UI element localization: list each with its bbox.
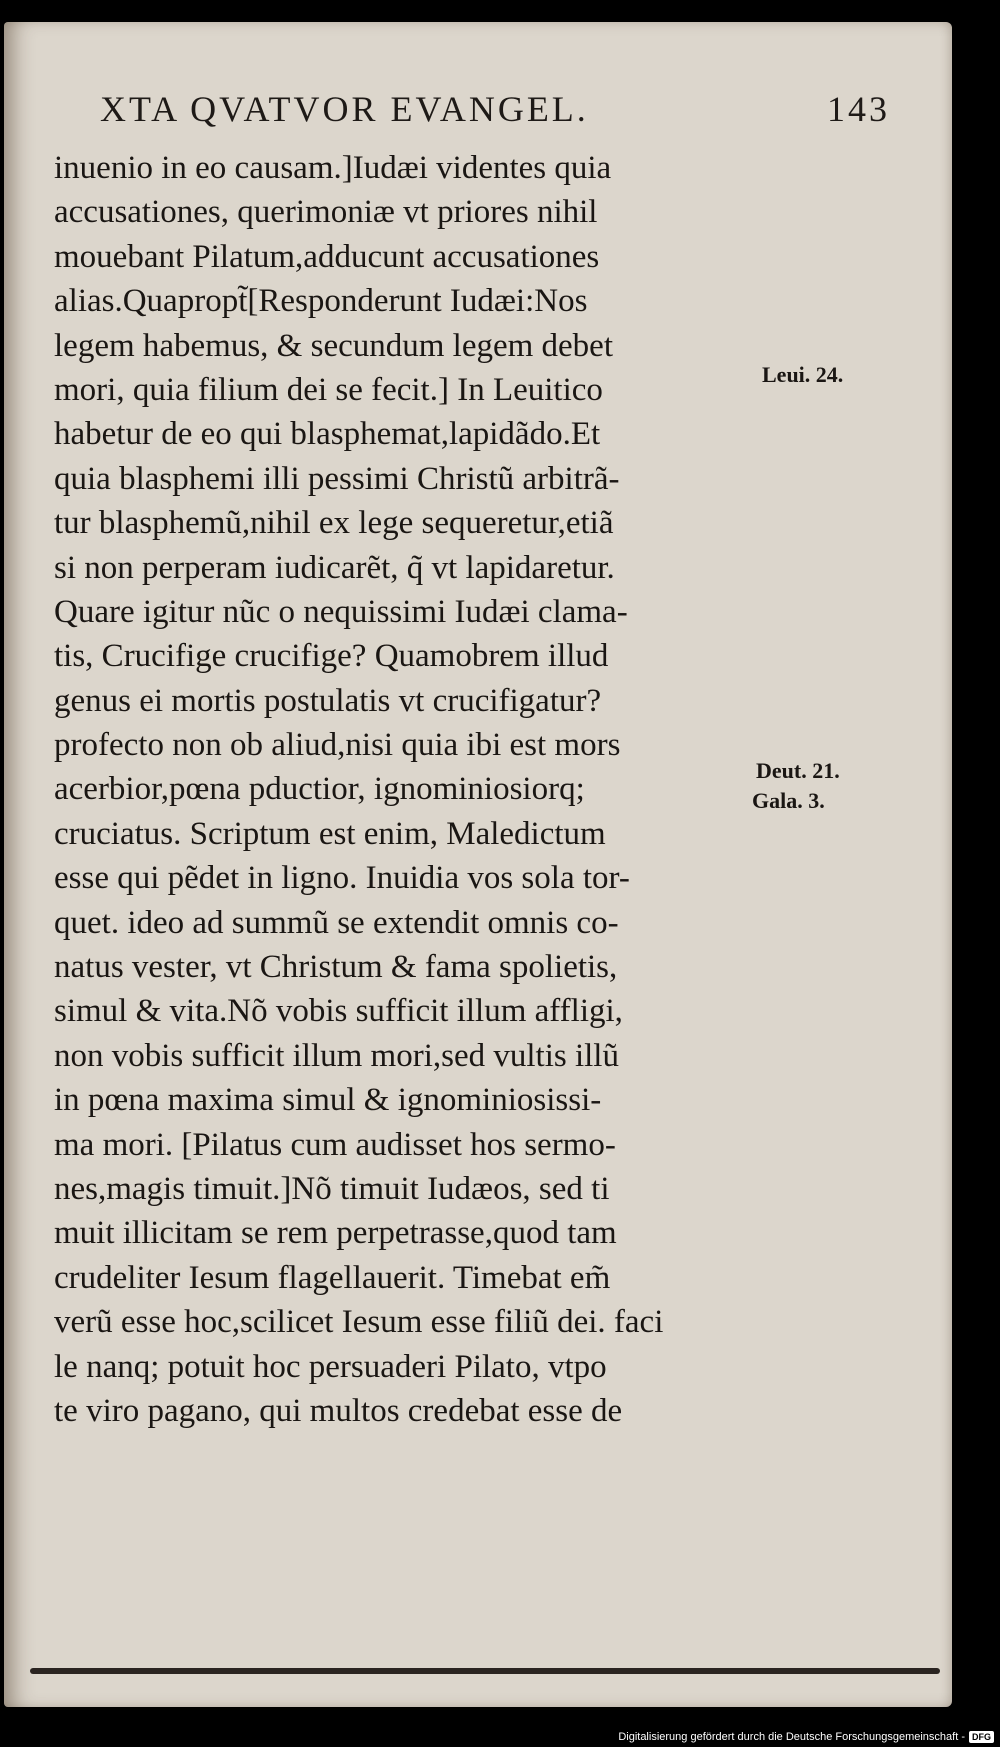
text-line: natus vester, vt Christum & fama spolietis,	[54, 949, 618, 986]
text-line: profecto non ob aliud,nisi quia ibi est mors	[54, 727, 621, 764]
text-line: ma mori. [Pilatus cum audisset hos sermo-	[54, 1126, 616, 1163]
text-line: simul & vita.Nõ vobis sufficit illum affligi,	[54, 993, 623, 1030]
text-line: te viro pagano, qui multos credebat esse de	[54, 1392, 623, 1429]
dfg-logo: DFG	[969, 1731, 994, 1743]
text-line: mori, quia filium dei se fecit.] In Leuitico	[54, 371, 603, 408]
text-line: legem habemus, & secundum legem debet	[54, 327, 614, 364]
text-line: si non perperam iudicarẽt, q̃ vt lapidaretur.	[54, 549, 615, 586]
text-line: tur blasphemũ,nihil ex lege sequeretur,etiã	[54, 505, 614, 542]
text-line: acerbior,pœna pductior, ignominiosiorq;	[54, 771, 585, 808]
text-line: genus ei mortis postulatis vt crucifigatur?	[54, 682, 602, 719]
text-line: alias.Quapropt̃[Responderunt Iudæi:Nos	[54, 283, 588, 320]
text-line: nes,magis timuit.]Nõ timuit Iudæos, sed ti	[54, 1170, 610, 1207]
footer-credit: Digitalisierung gefördert durch die Deutsche Forschungsgemeinschaft -	[618, 1731, 965, 1743]
text-line: inuenio in eo causam.]Iudæi videntes quia	[54, 150, 612, 186]
text-line: quet. ideo ad summũ se extendit omnis co-	[54, 904, 619, 941]
digitization-footer	[618, 1731, 994, 1743]
running-title: XTA QVATVOR EVANGEL.	[100, 89, 589, 129]
body-text	[54, 146, 764, 1433]
text-line: habetur de eo qui blasphemat,lapidãdo.Et	[54, 416, 601, 453]
text-line: le nanq; potuit hoc persuaderi Pilato, vtpo	[54, 1348, 607, 1385]
margin-note-galatians: Gala. 3.	[752, 788, 825, 813]
text-line: quia blasphemi illi pessimi Christũ arbitrã-	[54, 460, 620, 497]
page-number: 143	[827, 89, 890, 129]
margin-note-leviticus: Leui. 24.	[762, 362, 844, 387]
running-head	[100, 88, 890, 130]
text-line: mouebant Pilatum,adducunt accusationes	[54, 238, 600, 275]
text-line: muit illicitam se rem perpetrasse,quod tam	[54, 1215, 617, 1252]
text-line: verũ esse hoc,scilicet Iesum esse filiũ dei. faci	[54, 1304, 664, 1341]
page-edge	[30, 1668, 940, 1674]
text-line: esse qui pẽdet in ligno. Inuidia vos sola tor-	[54, 860, 630, 897]
text-line: Quare igitur nũc o nequissimi Iudæi clama-	[54, 593, 628, 630]
text-line: tis, Crucifige crucifige? Quamobrem illud	[54, 638, 609, 675]
text-line: cruciatus. Scriptum est enim, Maledictum	[54, 815, 606, 852]
text-line: non vobis sufficit illum mori,sed vultis illũ	[54, 1037, 619, 1074]
text-line: accusationes, querimoniæ vt priores nihil	[54, 194, 598, 231]
text-line: crudeliter Iesum flagellauerit. Timebat em̃	[54, 1259, 611, 1296]
text-line: in pœna maxima simul & ignominiosissi-	[54, 1082, 602, 1119]
margin-note-deuteronomy: Deut. 21.	[756, 758, 840, 783]
